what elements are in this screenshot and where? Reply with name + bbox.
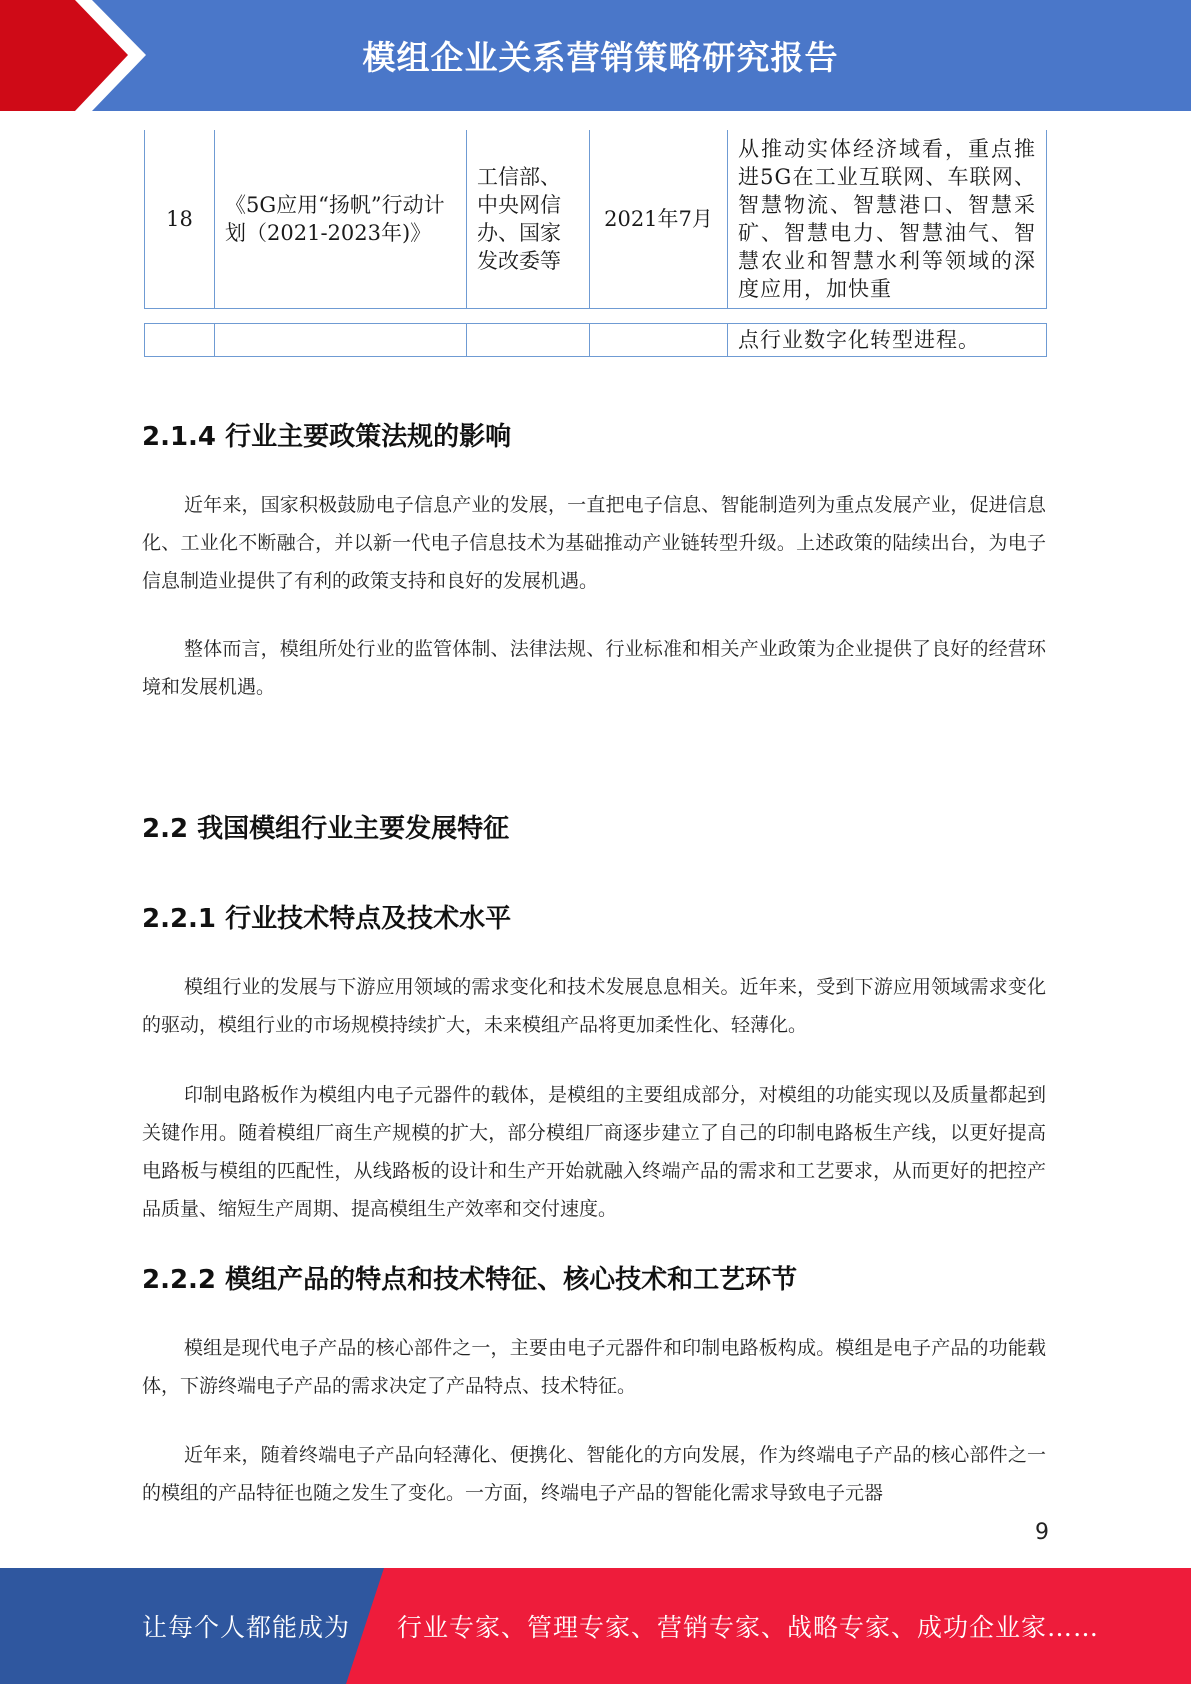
paragraph: 模组是现代电子产品的核心部件之一，主要由电子元器件和印制电路板构成。模组是电子产品的功能载体，下游终端电子产品的需求决定了产品特点、技术特征。 <box>142 1337 1046 1397</box>
cell-content: 从推动实体经济域看，重点推进5G在工业互联网、车联网、智慧物流、智慧港口、智慧采矿、智慧电力、智慧油气、智慧农业和智慧水利等领域的深度应用，加快重 <box>728 130 1047 309</box>
paragraph: 模组行业的发展与下游应用领域的需求变化和技术发展息息相关。近年来，受到下游应用领域需求变化的驱动，模组行业的市场规模持续扩大，未来模组产品将更加柔性化、轻薄化。 <box>142 976 1046 1036</box>
policy-table <box>144 130 1047 357</box>
cell-empty <box>590 324 728 357</box>
cell-policy-name: 《5G应用“扬帆”行动计划（2021-2023年)》 <box>215 130 467 309</box>
page-number: 9 <box>1035 1520 1049 1545</box>
report-title: 模组企业关系营销策略研究报告 <box>362 38 839 77</box>
heading-2-1-4: 2.1.4 行业主要政策法规的影响 <box>142 422 512 452</box>
table-row <box>145 130 1047 309</box>
table-page-gap <box>145 309 1047 324</box>
heading-2-2-2: 2.2.2 模组产品的特点和技术特征、核心技术和工艺环节 <box>142 1265 798 1295</box>
cell-empty <box>215 324 467 357</box>
heading-2-2: 2.2 我国模组行业主要发展特征 <box>142 814 510 844</box>
cell-issuer: 工信部、中央网信办、国家发改委等 <box>467 130 590 309</box>
heading-2-2-1: 2.2.1 行业技术特点及技术水平 <box>142 904 512 934</box>
footer-slogan-right: 行业专家、管理专家、营销专家、战略专家、成功企业家…… <box>397 1613 1100 1642</box>
table-row-continued <box>145 324 1047 357</box>
page-header <box>0 0 1191 111</box>
cell-number: 18 <box>145 130 215 309</box>
footer-slogan-left: 让每个人都能成为 <box>142 1613 351 1642</box>
cell-content-continued: 点行业数字化转型进程。 <box>728 324 1047 357</box>
cell-empty <box>145 324 215 357</box>
paragraph: 印制电路板作为模组内电子元器件的载体，是模组的主要组成部分，对模组的功能实现以及质量都起到关键作用。随着模组厂商生产规模的扩大，部分模组厂商逐步建立了自己的印制电路板生产线，以更好提高电路板与模组的匹配性，从线路板的设计和生产开始就融入终端产品的需求和工艺要求，从而更好的把控产品质量、缩短生产周期、提高模组生产效率和交付速度。 <box>142 1084 1046 1220</box>
cell-empty <box>467 324 590 357</box>
paragraph: 近年来，随着终端电子产品向轻薄化、便携化、智能化的方向发展，作为终端电子产品的核心部件之一的模组的产品特征也随之发生了变化。一方面，终端电子产品的智能化需求导致电子元器 <box>142 1444 1046 1504</box>
paragraph: 近年来，国家积极鼓励电子信息产业的发展，一直把电子信息、智能制造列为重点发展产业，促进信息化、工业化不断融合，并以新一代电子信息技术为基础推动产业链转型升级。上述政策的陆续出台，为电子信息制造业提供了有利的政策支持和良好的发展机遇。 <box>142 494 1046 592</box>
cell-date: 2021年7月 <box>590 130 728 309</box>
page-footer <box>0 1568 1191 1684</box>
paragraph: 整体而言，模组所处行业的监管体制、法律法规、行业标准和相关产业政策为企业提供了良好的经营环境和发展机遇。 <box>142 638 1046 698</box>
